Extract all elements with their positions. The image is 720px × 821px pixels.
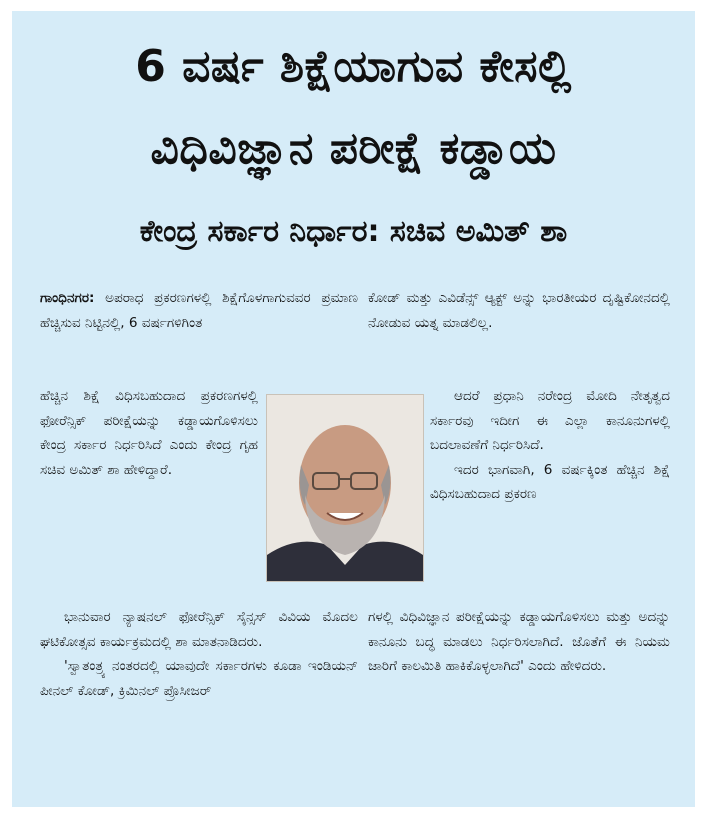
article-column-right-top — [368, 286, 670, 335]
article-paragraph-1-cont: ಹೆಚ್ಚಿನ ಶಿಕ್ಷೆ ವಿಧಿಸಬಹುದಾದ ಪ್ರಕರಣಗಳಲ್ಲಿ ಫೋರೆನ್ಸಿಕ್ ಪರೀಕ್ಷೆಯನ್ನು ಕಡ್ಡಾಯಗೊಳಿಸಲು ಕೇಂದ್ರ ಸರ್ಕಾರ ನಿರ್ಧರಿಸಿದೆ ಎಂದು ಕೇಂದ್ರ ಗೃಹ ಸಚಿವ ಅಮಿತ್ ಶಾ ಹೇಳಿದ್ದಾರೆ. — [40, 388, 258, 478]
article-paragraph-4: ಕೋಡ್ ಮತ್ತು ಎವಿಡೆನ್ಸ್ ಆ್ಯಕ್ಟ್ ಅನ್ನು ಭಾರತೀಯರ ದೃಷ್ಟಿಕೋನದಲ್ಲಿ ನೋಡುವ ಯತ್ನ ಮಾಡಲಿಲ್ಲ. — [368, 290, 670, 331]
article-column-right-wrap — [430, 384, 670, 507]
article-column-left-top — [40, 286, 358, 335]
portrait-illustration — [267, 395, 423, 581]
dateline: ಗಾಂಧಿನಗರ: — [40, 290, 95, 306]
news-clipping — [12, 11, 695, 807]
article-column-right-bottom — [368, 605, 670, 679]
article-paragraph-5: ಆದರೆ ಪ್ರಧಾನಿ ನರೇಂದ್ರ ಮೋದಿ ನೇತೃತ್ವದ ಸರ್ಕಾರವು ಇದೀಗ ಈ ಎಲ್ಲಾ ಕಾನೂನುಗಳಲ್ಲಿ ಬದಲಾವಣೆಗೆ ನಿರ್ಧರಿಸಿದೆ. — [430, 388, 670, 453]
article-paragraph-2: ಭಾನುವಾರ ನ್ಯಾಷನಲ್ ಫೋರೆನ್ಸಿಕ್ ಸೈನ್ಸಸ್ ವಿವಿಯ ಮೊದಲ ಘಟಿಕೋತ್ಸವ ಕಾರ್ಯಕ್ರಮದಲ್ಲಿ ಶಾ ಮಾತನಾಡಿದರು. — [40, 609, 358, 650]
article-paragraph-6: ಇದರ ಭಾಗವಾಗಿ, 6 ವರ್ಷಕ್ಕಿಂತ ಹೆಚ್ಚಿನ ಶಿಕ್ಷೆ ವಿಧಿಸಬಹುದಾದ ಪ್ರಕರಣ — [430, 461, 670, 502]
article-lead-text: ಅಪರಾಧ ಪ್ರಕರಣಗಳಲ್ಲಿ ಶಿಕ್ಷೆಗೊಳಗಾಗುವವರ ಪ್ರಮಾಣ ಹೆಚ್ಚಿಸುವ ನಿಟ್ಟಿನಲ್ಲಿ, 6 ವರ್ಷಗಳಿಗಿಂತ — [40, 290, 359, 331]
article-column-left-wrap — [40, 384, 258, 482]
article-paragraph-6-cont: ಗಳಲ್ಲಿ ವಿಧಿವಿಜ್ಞಾನ ಪರೀಕ್ಷೆಯನ್ನು ಕಡ್ಡಾಯಗೊಳಿಸಲು ಮತ್ತು ಅದನ್ನು ಕಾನೂನು ಬದ್ಧ ಮಾಡಲು ನಿರ್ಧರಿಸಲಾಗಿದೆ. ಜೊತೆಗೆ ಈ ನಿಯಮ ಜಾರಿಗೆ ಕಾಲಮಿತಿ ಹಾಕಿಕೊಳ್ಳಲಾಗಿದೆ' ಎಂದು ಹೇಳಿದರು. — [368, 609, 670, 674]
headline-line-2: ವಿಧಿವಿಜ್ಞಾನ ಪರೀಕ್ಷೆ ಕಡ್ಡಾಯ — [150, 123, 557, 174]
subheadline: ಕೇಂದ್ರ ಸರ್ಕಾರ ನಿರ್ಧಾರ: ಸಚಿವ ಅಮಿತ್ ಶಾ — [139, 214, 568, 249]
portrait-photo — [266, 394, 424, 582]
headline-line-1: 6 ವರ್ಷ ಶಿಕ್ಷೆಯಾಗುವ ಕೇಸಲ್ಲಿ — [135, 41, 572, 92]
article-column-left-bottom — [40, 605, 358, 703]
article-paragraph-3: 'ಸ್ವಾತಂತ್ರ್ಯ ನಂತರದಲ್ಲಿ ಯಾವುದೇ ಸರ್ಕಾರಗಳು ಕೂಡಾ ಇಂಡಿಯನ್ ಪೀನಲ್ ಕೋಡ್, ಕ್ರಿಮಿನಲ್ ಪ್ರೊಸೀಜರ್ — [40, 658, 358, 699]
